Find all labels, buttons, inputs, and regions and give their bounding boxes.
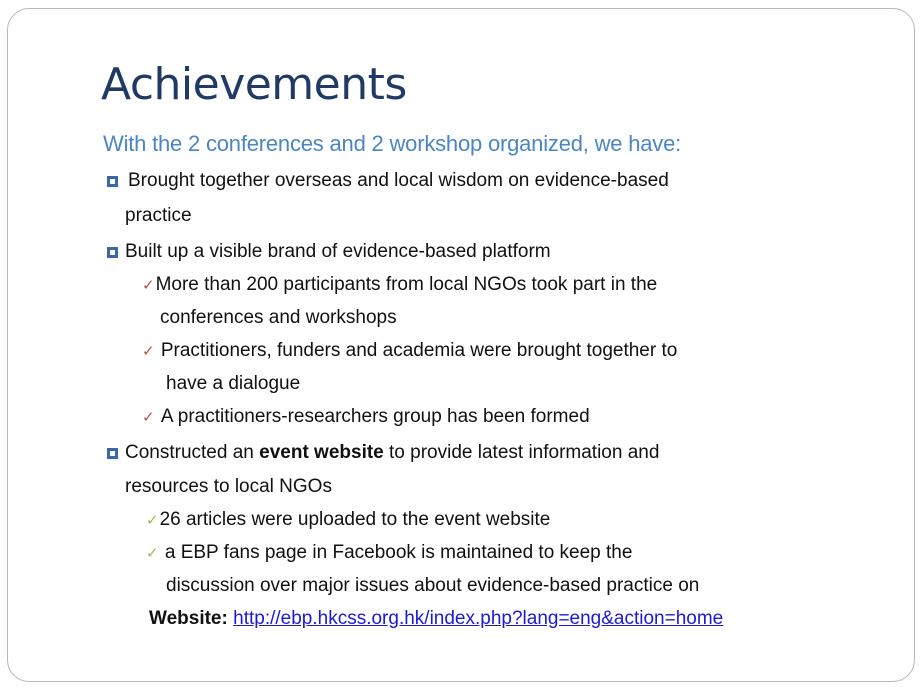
- check-icon: ✓: [142, 408, 155, 426]
- bullet-1-line-2: practice: [125, 205, 192, 226]
- sub-bullet-5: [146, 542, 632, 564]
- sub-bullet-2: [142, 340, 677, 362]
- bullet-1-line-1: Brought together overseas and local wisdom on evidence-based: [128, 170, 669, 191]
- sub-bullet-4-line-1: 26 articles were uploaded to the event website: [159, 509, 551, 530]
- slide-title: Achievements: [101, 59, 407, 110]
- check-icon: ✓: [146, 544, 159, 562]
- slide: [7, 8, 915, 682]
- event-website-emphasis: event website: [259, 442, 384, 463]
- check-icon: ✓: [142, 342, 155, 360]
- square-bullet-icon: [107, 448, 118, 459]
- sub-bullet-2-line-2: have a dialogue: [166, 373, 301, 394]
- website-line: [149, 608, 723, 630]
- bullet-2-line-1: Built up a visible brand of evidence-based platform: [125, 241, 551, 262]
- slide-subtitle: With the 2 conferences and 2 workshop organized, we have:: [103, 131, 682, 156]
- bullet-3-text-pre: Constructed an: [125, 442, 260, 463]
- sub-bullet-1-line-2: conferences and workshops: [160, 307, 397, 328]
- sub-bullet-3: [142, 406, 590, 428]
- sub-bullet-1-line-1: More than 200 participants from local NGOs took part in the: [155, 274, 658, 295]
- sub-bullet-4: [146, 509, 550, 531]
- check-icon: ✓: [142, 276, 155, 294]
- square-bullet-icon: [107, 247, 118, 258]
- sub-bullet-3-line-1: A practitioners-researchers group has been formed: [160, 406, 590, 427]
- bullet-3-line-2: resources to local NGOs: [125, 476, 332, 497]
- sub-bullet-5-line-1: a EBP fans page in Facebook is maintained to keep the: [164, 542, 633, 563]
- square-bullet-icon: [107, 176, 118, 187]
- bullet-3-line-1: [125, 442, 659, 464]
- bullet-3-text-post: to provide latest information and: [383, 442, 660, 463]
- check-icon: ✓: [146, 511, 159, 529]
- website-link[interactable]: http://ebp.hkcss.org.hk/index.php?lang=eng&action=home: [233, 608, 724, 629]
- website-label: Website:: [149, 608, 228, 629]
- sub-bullet-1: [142, 274, 657, 296]
- sub-bullet-2-line-1: Practitioners, funders and academia were brought together to: [160, 340, 678, 361]
- sub-bullet-5-line-2: discussion over major issues about evidence-based practice on: [166, 575, 700, 596]
